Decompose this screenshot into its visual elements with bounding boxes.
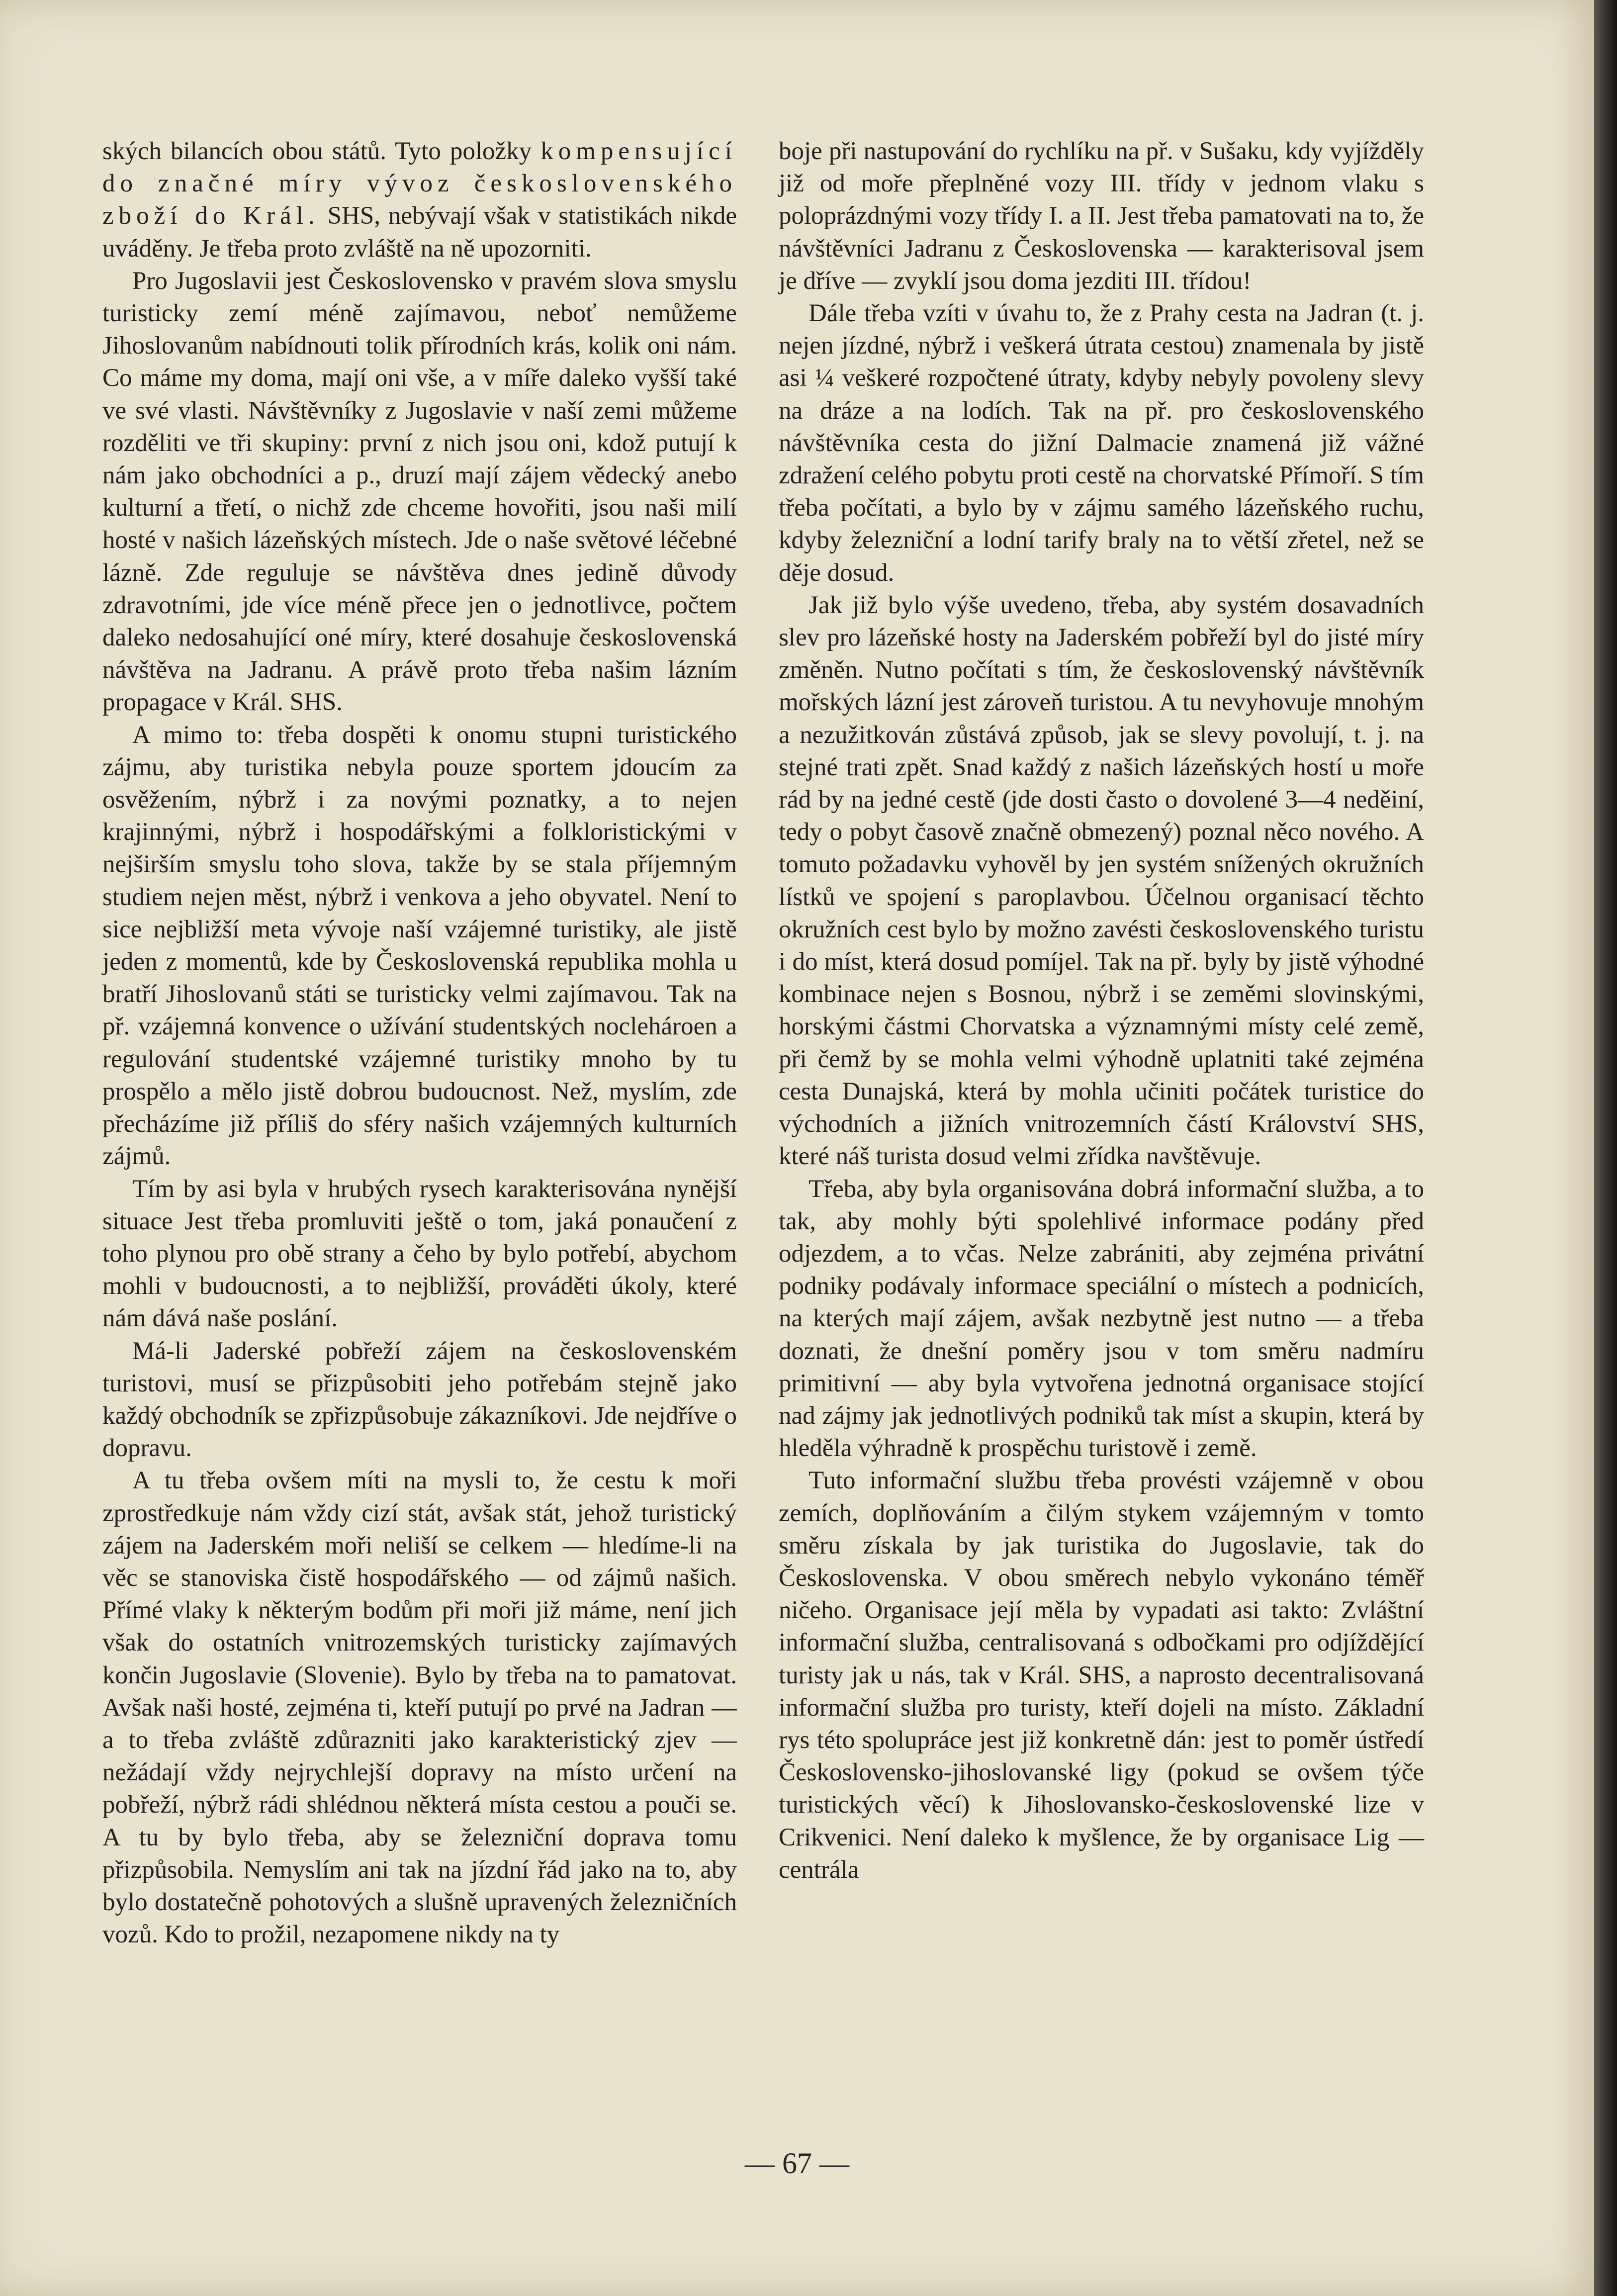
right-column (779, 135, 1424, 1886)
paragraph-text: ských bilancích obou států. Tyto položky (102, 137, 541, 165)
left-column (102, 135, 737, 1951)
right-paragraph-1: boje při nastupování do rychlíku na př. v Sušaku, kdy vyjížděly již od moře přeplněné vozy III. třídy v jednom vlaku s poloprázdnými vozy třídy I. a II. Jest třeba pamatovati na to, že návštěvníci Jadranu z Československa — karakterisoval jsem je dříve — zvyklí jsou doma jezditi III. třídou! (779, 137, 1424, 295)
page-edge-shadow (1594, 0, 1617, 2296)
right-paragraph-5: Tuto informační službu třeba provésti vzájemně v obou zemích, doplňováním a čilým stykem vzájemným v tomto směru získala by jak turistika do Jugoslavie, tak do Československa. V obou směrech nebylo vykonáno téměř ničeho. Organisace její měla by vypadati asi takto: Zvláštní informační služba, centralisovaná s odbočkami pro odjíždějící turisty jak u nás, tak v Král. SHS, a naprosto decentralisovaná informační služba pro turisty, kteří dojeli na místo. Základní rys této spolupráce jest již konkretně dán: jest to poměr ústředí Československo-jihoslovanské ligy (pokud se ovšem týče turistických věcí) k Jihoslovansko-československé lize v Crikvenici. Není daleko k myšlence, že by organisace Lig — centrála (779, 1467, 1424, 1884)
right-paragraph-3: Jak již bylo výše uvedeno, třeba, aby systém dosavadních slev pro lázeňské hosty na Jaderském pobřeží byl do jisté míry změněn. Nutno počítati s tím, že československý návštěvník mořských lázní jest zároveň turistou. A tu nevyhovuje mnohým a nezužitkován zůstává způsob, jak se slevy povolují, t. j. na stejné trati zpět. Snad každý z našich lázeňských hostí u moře rád by na jedné cestě (jde dosti často o dovolené 3—4 neděiní, tedy o pobyt časově značně obmezený) poznal něco nového. A tomuto požadavku vyhověl by jen systém snížených okružních lístků ve spojení s paroplavbou. Účelnou organisací těchto okružních cest bylo by možno zavésti československého turistu i do míst, která dosud pomíjel. Tak na př. byly by jistě výhodné kombinace nejen s Bosnou, nýbrž i se zeměmi slovinskými, horskými částmi Chorvatska a významnými místy celé země, při čemž by se mohla velmi výhodně uplatniti také zejména cesta Dunajská, která by mohla učiniti počátek turistice do východních a jižních vnitrozemních částí Království SHS, které náš turista dosud velmi zřídka navštěvuje. (779, 591, 1424, 1171)
paragraph-text: SHS, nebývají však v statistikách nikde uváděny. Je třeba proto zvláště na ně upozorniti. (102, 202, 737, 263)
left-paragraph-2: Pro Jugoslavii jest Československo v pravém slova smyslu turisticky zemí méně zajímavou, neboť nemůžeme Jihoslovanům nabídnouti tolik přírodních krás, kolik oni nám. Co máme my doma, mají oni vše, a v míře daleko vyšší také ve své vlasti. Návštěvníky z Jugoslavie v naší zemi můžeme rozděliti ve tři skupiny: první z nich jsou oni, kdož putují k nám jako obchodníci a p., druzí mají zájem vědecký anebo kulturní a třetí, o nichž zde chceme hovořiti, jsou naši milí hosté v našich lázeňských místech. Jde o naše světové léčebné lázně. Zde reguluje se návštěva dnes jedině důvody zdravotními, jde více méně přece jen o jednotlivce, počtem daleko nedosahující oné míry, které dosahuje československá návštěva na Jadranu. A právě proto třeba našim lázním propagace v Král. SHS. (102, 267, 737, 717)
left-paragraph-5: Má-li Jaderské pobřeží zájem na československém turistovi, musí se přizpůsobiti jeho potřebám stejně jako každý obchodník se zpřizpůsobuje zákazníkovi. Jde nejdříve o dopravu. (102, 1337, 737, 1463)
left-paragraph-3: A mimo to: třeba dospěti k onomu stupni turistického zájmu, aby turistika nebyla pouze sportem jdoucím za osvěžením, nýbrž i za novými poznatky, a to nejen krajinnými, nýbrž i hospodářskými a folkloristickými v nejširším smyslu toho slova, takže by se stala příjemným studiem nejen měst, nýbrž i venkova a jeho obyvatel. Není to sice nejbližší meta vývoje naší vzájemné turistiky, ale jistě jeden z momentů, kde by Československá republika mohla u bratří Jihoslovanů státi se turisticky velmi zajímavou. Tak na př. vzájemná konvence o užívání studentských noclehároen a regulování studentské vzájemné turistiky mnoho by tu prospělo a mělo jistě dobrou budoucnost. Než, myslím, zde přecházíme již příliš do sféry našich vzájemných kulturních zájmů. (102, 721, 737, 1171)
spaced-emphasis-text: kompensující do značné míry vývoz československého zboží do Král. (102, 137, 737, 230)
left-paragraph-1 (102, 135, 737, 265)
left-paragraph-4: Tím by asi byla v hrubých rysech karakterisována nynější situace Jest třeba promluviti ještě o tom, jaká ponaučení z toho plynou pro obě strany a čeho by bylo potřebí, abychom mohli v budoucnosti, a to nejbližší, prováděti úkoly, které nám dává naše poslání. (102, 1175, 737, 1333)
page-number: — 67 — (745, 2147, 849, 2180)
right-paragraph-4: Třeba, aby byla organisována dobrá informační služba, a to tak, aby mohly býti spolehlivé informace podány před odjezdem, a to včas. Nelze zabrániti, aby zejména privátní podniky podávaly informace speciální o místech a podnicích, na kterých mají zájem, avšak nezbytně jest nutno — a třeba doznati, že dnešní poměry jsou v tom směru nadmíru primitivní — aby byla vytvořena jednotná organisace stojící nad zájmy jak jednotlivých podniků tak míst a skupin, která by hleděla výhradně k prospěchu turistově i země. (779, 1175, 1424, 1463)
left-paragraph-6: A tu třeba ovšem míti na mysli to, že cestu k moři zprostředkuje nám vždy cizí stát, avšak stát, jehož turistický zájem na Jaderském moři neliší se celkem — hledíme-li na věc se stanoviska čistě hospodářského — od zájmů našich. Přímé vlaky k některým bodům při moři již máme, není jich však do ostatních vnitrozemských turisticky zajímavých končin Jugoslavie (Slovenie). Bylo by třeba na to pamatovat. Avšak naši hosté, zejména ti, kteří putují po prvé na Jadran — a to třeba zvláště zdůrazniti jako karakteristický zjev — nežádají vždy nejrychlejší dopravy na místo určení na pobřeží, nýbrž rádi shlédnou některá místa cestou a pouči se. A tu by bylo třeba, aby se železniční doprava tomu přizpůsobila. Nemyslím ani tak na jízdní řád jako na to, aby bylo dostatečně pohotových a slušně upravených železničních vozů. Kdo to prožil, nezapomene nikdy na ty (102, 1467, 737, 1949)
right-paragraph-2: Dále třeba vzíti v úvahu to, že z Prahy cesta na Jadran (t. j. nejen jízdné, nýbrž i veškerá útrata cestou) znamenala by jistě asi ¼ veškeré rozpočtené útraty, kdyby nebyly povoleny slevy na dráze a na lodích. Tak na př. pro československého návštěvníka cesta do jižní Dalmacie znamená již vážné zdražení celého pobytu proti cestě na chorvatské Přímoří. S tím třeba počítati, a bylo by v zájmu samého lázeňského ruchu, kdyby železniční a lodní tarify braly na to větší zřetel, než se děje dosud. (779, 299, 1424, 587)
